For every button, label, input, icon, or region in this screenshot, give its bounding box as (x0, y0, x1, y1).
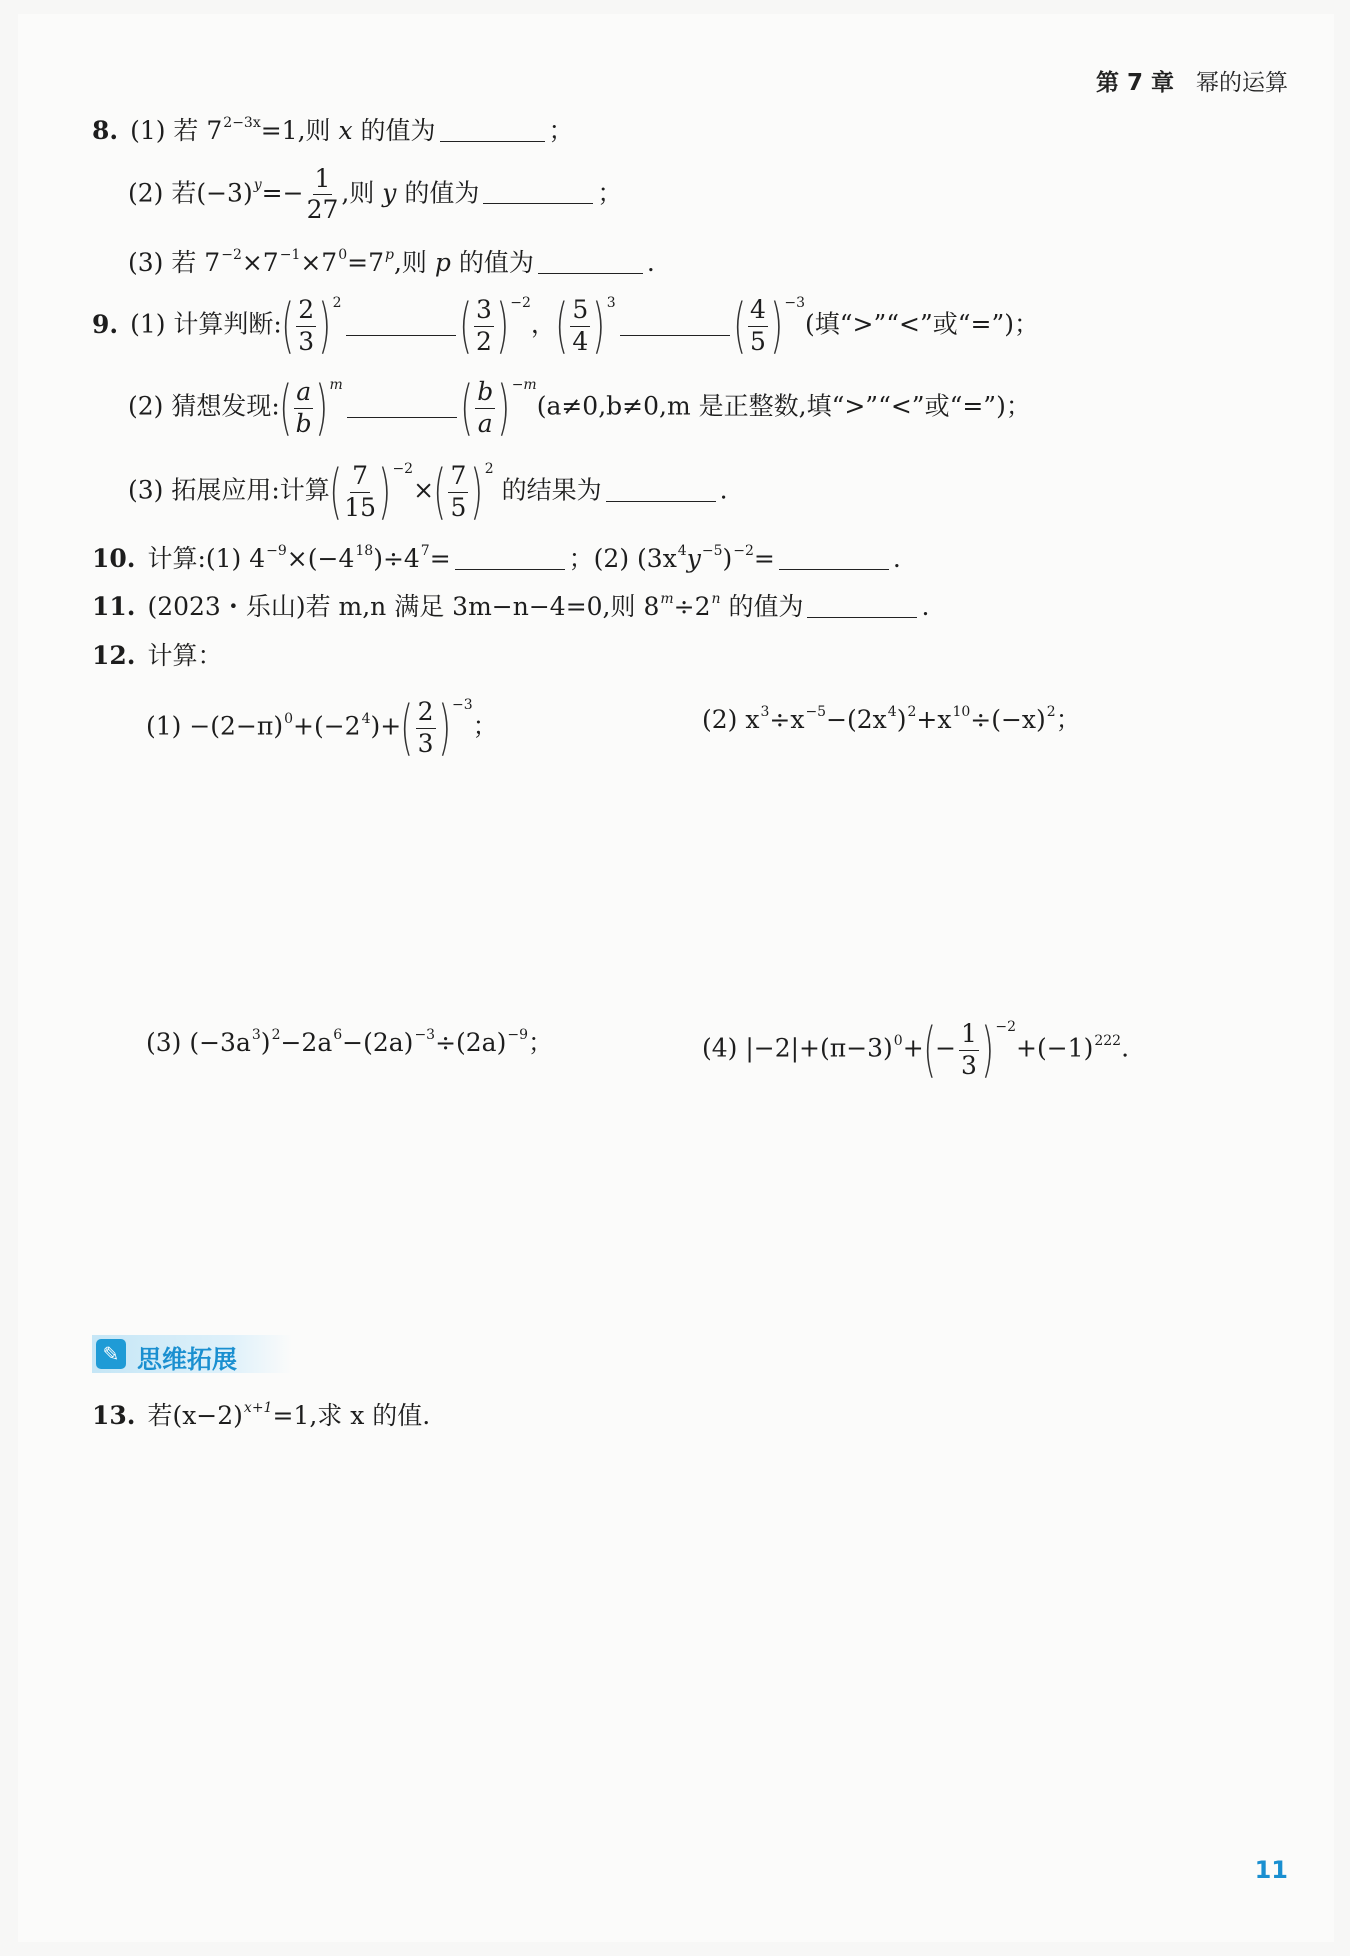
answer-blank[interactable] (538, 271, 643, 274)
variable: x (338, 116, 353, 145)
section-title: 思维拓展 (137, 1345, 238, 1374)
numerator: 5 (570, 297, 590, 326)
paren: ( (281, 291, 295, 361)
fraction (475, 379, 495, 437)
exponent: −m (511, 376, 537, 393)
exponent: n (711, 591, 721, 607)
chapter-title: 幂的运算 (1196, 70, 1288, 96)
numerator: 1 (313, 166, 333, 195)
answer-blank[interactable] (347, 415, 457, 418)
exponent: −3 (451, 696, 473, 713)
paren: ) (437, 693, 451, 763)
exponent: 10 (952, 704, 971, 720)
numerator: 4 (748, 297, 768, 326)
exponent: m (660, 591, 674, 607)
text: +(−1) (1016, 1033, 1094, 1063)
paren: ( (555, 291, 569, 361)
text: +(−2 (293, 711, 361, 741)
q9-part1 (92, 291, 1040, 361)
q11 (92, 591, 930, 621)
fraction (474, 297, 494, 355)
text: ÷x (769, 705, 805, 734)
chapter-header (1096, 64, 1288, 97)
paren: ( (400, 693, 414, 763)
exponent: 7 (420, 543, 430, 559)
text: ； (597, 178, 623, 208)
paren: ( (458, 291, 472, 361)
text: ×7 (300, 248, 338, 277)
text: (3) 拓展应用:计算 (128, 475, 330, 505)
denominator: 3 (417, 728, 434, 758)
text: −(2x (826, 705, 887, 734)
variable: y (686, 544, 701, 573)
exponent: 6 (333, 1027, 343, 1043)
text: ；(2) (3x (568, 544, 677, 573)
text: ； (548, 116, 574, 145)
text: ÷(2a) (435, 1028, 507, 1057)
exponent: x+1 (243, 1400, 273, 1416)
fraction (448, 463, 468, 521)
text: 的值为 (396, 178, 480, 208)
fraction (294, 379, 313, 437)
denominator: 4 (572, 326, 589, 356)
q8-part2 (128, 166, 622, 224)
text: (a≠0,b≠0,m 是正整数,填“>”“<”或“=”)； (536, 391, 1031, 421)
denominator: 15 (344, 492, 377, 522)
exponent: 18 (355, 543, 374, 559)
text: (1) 若 7 (130, 116, 223, 145)
variable: y (382, 178, 397, 208)
denominator: a (477, 408, 493, 438)
text: . (646, 248, 655, 277)
text: 若(x−2) (147, 1401, 243, 1430)
answer-blank[interactable] (807, 615, 917, 618)
text: (4) |−2|+(π−3) (702, 1033, 893, 1063)
q12-part1 (146, 693, 498, 763)
exponent: y (253, 177, 262, 194)
text: ) (722, 544, 733, 573)
paren: ) (981, 1015, 995, 1085)
q8-part3 (128, 247, 655, 277)
text: =7 (347, 248, 384, 277)
numerator: 7 (350, 463, 370, 492)
paren: ( (732, 291, 746, 361)
answer-blank[interactable] (483, 201, 593, 204)
denominator: 5 (450, 492, 467, 522)
paren: ) (315, 373, 329, 443)
question-number: 8. (92, 116, 119, 145)
fraction (570, 297, 590, 355)
text: (填“>”“<”或“=”)； (805, 309, 1040, 339)
numerator: 3 (474, 297, 494, 326)
paren: ( (433, 457, 447, 527)
text: . (719, 475, 728, 505)
q10 (92, 543, 901, 573)
exponent: 2 (907, 704, 917, 720)
q9-part2 (128, 373, 1031, 443)
exponent: −3 (414, 1027, 436, 1043)
text: = (429, 544, 451, 573)
exponent: −2 (733, 543, 754, 559)
text: ÷2 (673, 592, 711, 621)
denominator: 5 (750, 326, 766, 356)
answer-blank[interactable] (440, 139, 545, 142)
exponent: −3 (784, 294, 805, 311)
paren: ( (329, 457, 342, 527)
paren: ) (496, 291, 510, 361)
paren: ( (279, 373, 292, 443)
answer-blank[interactable] (606, 499, 716, 502)
exponent: 3 (251, 1027, 261, 1043)
paren: ) (378, 457, 392, 527)
q13 (92, 1400, 431, 1430)
text: ； (472, 711, 498, 741)
question-number: 12. (92, 641, 136, 670)
text: . (892, 544, 901, 573)
fraction (416, 699, 436, 757)
text: =1,则 (260, 116, 339, 145)
text: (1) −(2−π) (146, 711, 284, 741)
denominator: 27 (306, 195, 339, 225)
fraction (344, 463, 376, 521)
text: ×(−4 (286, 544, 355, 573)
numerator: a (294, 379, 313, 408)
text: − (935, 1033, 957, 1063)
text: ) (260, 1028, 271, 1057)
q12-part4 (702, 1015, 1130, 1085)
exponent: 3 (606, 294, 616, 311)
chapter-number: 第 7 章 (1095, 70, 1174, 96)
text: ,则 (341, 178, 383, 208)
text: )+ (370, 711, 402, 741)
exponent: 0 (893, 1032, 903, 1049)
q12-heading (92, 643, 222, 668)
answer-blank[interactable] (620, 333, 730, 336)
fraction (296, 297, 316, 355)
question-number: 11. (92, 592, 136, 621)
paren: ) (497, 373, 511, 443)
numerator: b (475, 379, 495, 408)
variable: p (434, 248, 451, 277)
text: (2) 若(−3) (128, 178, 253, 208)
text: . (1121, 1033, 1130, 1063)
page-number: 11 (1254, 1856, 1288, 1884)
text: (1) 计算判断: (130, 309, 282, 339)
denominator: 3 (298, 326, 315, 356)
question-number: 10. (92, 544, 136, 573)
answer-blank[interactable] (455, 567, 565, 570)
text: 的值为 (450, 248, 534, 277)
text: ； (1055, 705, 1081, 734)
text: ÷(−x) (970, 705, 1046, 734)
exponent: 2 (271, 1027, 281, 1043)
text: ,则 (393, 248, 435, 277)
answer-blank[interactable] (779, 567, 889, 570)
text: 计算： (147, 641, 223, 670)
text: +x (916, 705, 952, 734)
text: 的结果为 (493, 475, 602, 505)
text: −2a (280, 1028, 333, 1057)
numerator: 1 (959, 1021, 979, 1050)
exponent: −2 (392, 460, 414, 477)
exponent: 4 (887, 704, 897, 720)
pencil-icon: ✎ (96, 1339, 126, 1369)
denominator: b (295, 408, 312, 438)
paren: ( (460, 373, 473, 443)
text: ×7 (241, 248, 279, 277)
exponent: 4 (361, 710, 371, 727)
text: (2) x (702, 705, 760, 734)
exponent: 2 (1046, 704, 1056, 720)
text: =− (261, 178, 304, 208)
exponent: −9 (266, 543, 287, 559)
text: + (902, 1033, 924, 1063)
paren: ) (770, 291, 784, 361)
fraction (748, 297, 768, 355)
text: ； (527, 1028, 553, 1057)
exponent: −9 (507, 1027, 528, 1043)
exponent: 0 (284, 710, 294, 727)
question-number: 13. (92, 1401, 136, 1430)
exponent: 4 (677, 543, 687, 559)
text: ) (896, 705, 907, 734)
text: (3) (−3a (146, 1028, 251, 1057)
exponent: −2 (221, 247, 242, 263)
text: = (753, 544, 775, 573)
exponent: m (329, 376, 343, 393)
numerator: 2 (296, 297, 316, 326)
text: × (413, 475, 435, 505)
paren: ) (592, 291, 606, 361)
exponent: −5 (805, 704, 827, 720)
text: 计算:(1) 4 (147, 544, 266, 573)
q12-part2 (702, 704, 1081, 734)
exponent: −2 (995, 1018, 1017, 1035)
text: (2023・乐山)若 m,n 满足 3m−n−4=0,则 8 (147, 592, 660, 621)
paren: ) (318, 291, 332, 361)
text: −(2a) (342, 1028, 414, 1057)
section-banner (92, 1335, 292, 1373)
text: 的值为 (720, 592, 804, 621)
q9-part3 (128, 457, 728, 527)
fraction (959, 1021, 979, 1079)
text: =1,求 x 的值. (272, 1401, 431, 1430)
denominator: 3 (961, 1050, 977, 1080)
exponent: −1 (279, 247, 301, 263)
question-number: 9. (92, 309, 119, 339)
exponent: p (385, 247, 394, 263)
numerator: 7 (448, 463, 468, 492)
exponent: 0 (338, 247, 348, 263)
text: ， (530, 309, 556, 339)
denominator: 2 (475, 326, 492, 356)
exponent: 222 (1094, 1032, 1122, 1049)
exponent: 2 (484, 460, 494, 477)
exponent: 3 (760, 704, 770, 720)
exponent: −5 (701, 543, 723, 559)
text: . (921, 592, 930, 621)
answer-blank[interactable] (346, 333, 456, 336)
q8-part1 (92, 115, 574, 145)
exponent: 2−3x (223, 115, 261, 131)
text: (3) 若 7 (128, 248, 221, 277)
text: 的值为 (352, 116, 436, 145)
exponent: 2 (332, 294, 342, 311)
exponent: −2 (510, 294, 531, 311)
q12-part3 (146, 1027, 553, 1057)
paren: ( (922, 1015, 936, 1085)
paren: ) (470, 457, 484, 527)
text: )÷4 (373, 544, 420, 573)
numerator: 2 (416, 699, 436, 728)
text: (2) 猜想发现: (128, 391, 280, 421)
fraction (307, 166, 339, 224)
